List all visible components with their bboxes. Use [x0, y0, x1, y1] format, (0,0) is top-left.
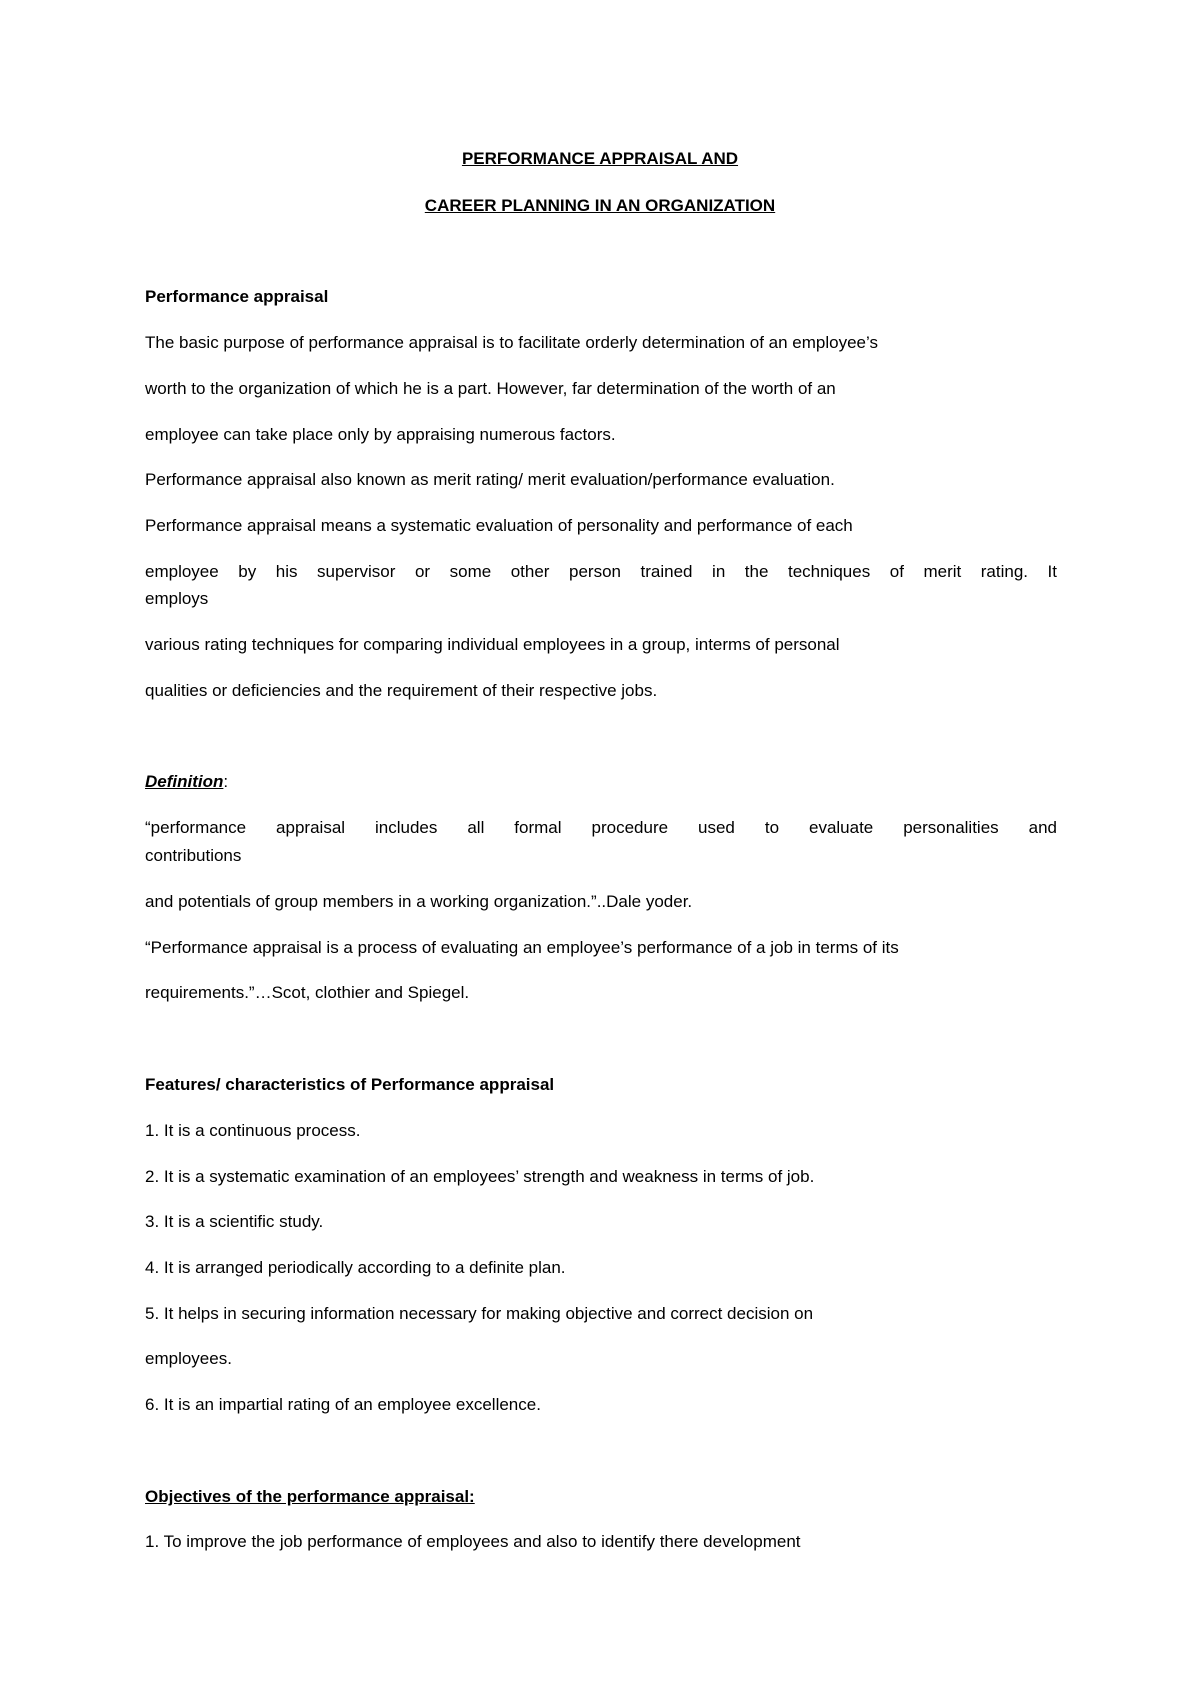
quote-line: “performance appraisal includes all formal procedure used to evaluate personalities and [145, 818, 1057, 837]
list-item: 6. It is an impartial rating of an employee excellence. [145, 1395, 541, 1414]
paragraph-line: Performance appraisal also known as merit rating/ merit evaluation/performance evaluation. [145, 470, 835, 489]
list-item: 4. It is arranged periodically according to a definite plan. [145, 1258, 566, 1277]
paragraph-line: The basic purpose of performance appraisal is to facilitate orderly determination of an employee’s [145, 333, 878, 352]
paragraph-line: qualities or deficiencies and the requirement of their respective jobs. [145, 681, 658, 700]
paragraph-line: Performance appraisal means a systematic evaluation of personality and performance of each [145, 516, 853, 535]
list-item: 2. It is a systematic examination of an employees’ strength and weakness in terms of job. [145, 1167, 815, 1186]
list-item: 5. It helps in securing information necessary for making objective and correct decision on [145, 1304, 814, 1323]
list-item: employees. [145, 1349, 232, 1368]
quote-line: and potentials of group members in a working organization.”..Dale yoder. [145, 892, 693, 911]
list-item: 1. To improve the job performance of employees and also to identify there development [145, 1532, 801, 1551]
definition-heading-row [145, 771, 228, 793]
paragraph-line: employee by his supervisor or some other person trained in the techniques of merit rating. It [145, 562, 1057, 581]
paragraph-line: employee can take place only by appraising numerous factors. [145, 425, 616, 444]
section-heading-features: Features/ characteristics of Performance appraisal [145, 1075, 555, 1094]
paragraph-line: worth to the organization of which he is a part. However, far determination of the worth of an [145, 379, 836, 398]
list-item: 1. It is a continuous process. [145, 1121, 361, 1140]
document-title-line-2: CAREER PLANNING IN AN ORGANIZATION [424, 196, 776, 215]
document-title-line-1: PERFORMANCE APPRAISAL AND [461, 149, 739, 168]
quote-line: requirements.”…Scot, clothier and Spiegel. [145, 983, 470, 1002]
quote-line: contributions [145, 846, 242, 865]
quote-line: “Performance appraisal is a process of evaluating an employee’s performance of a job in terms of its [145, 938, 899, 957]
section-heading-performance-appraisal: Performance appraisal [145, 287, 329, 306]
list-item: 3. It is a scientific study. [145, 1212, 324, 1231]
paragraph-line: employs [145, 589, 209, 608]
paragraph-line: various rating techniques for comparing individual employees in a group, interms of personal [145, 635, 840, 654]
definition-colon: : [223, 772, 229, 791]
section-heading-definition: Definition [145, 772, 224, 791]
section-heading-objectives: Objectives of the performance appraisal: [145, 1487, 475, 1506]
